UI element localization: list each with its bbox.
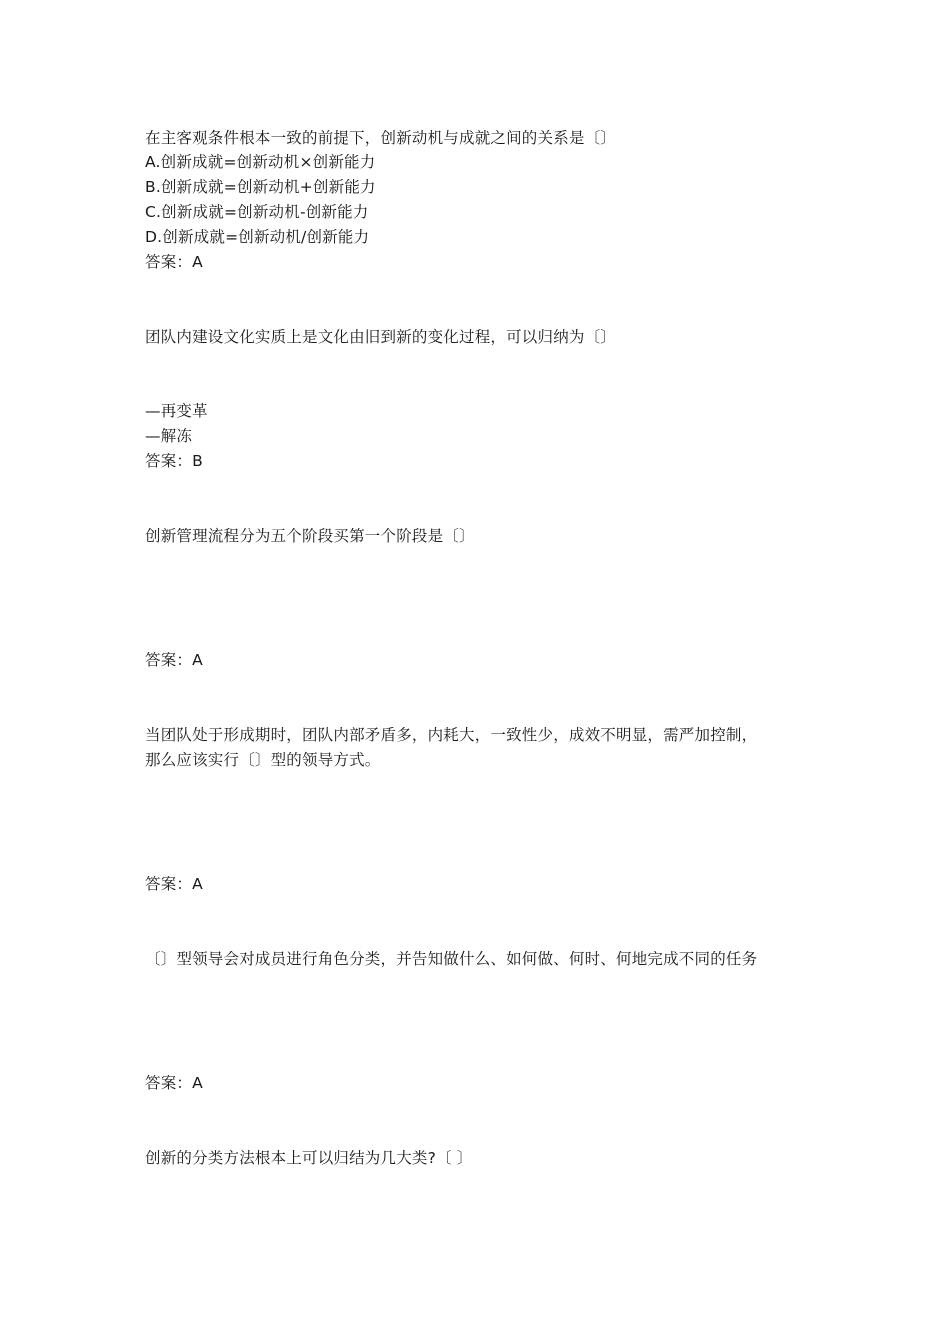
question-3-text: 创新管理流程分为五个阶段买第一个阶段是〔〕 [145, 527, 475, 545]
question-6-text: 创新的分类方法根本上可以归结为几大类?〔 〕 [145, 1149, 473, 1167]
question-5-text: 〔〕型领导会对成员进行角色分类，并告知做什么、如何做、何时、何地完成不同的任务 [145, 950, 758, 968]
question-5-answer: 答案：A [145, 1074, 203, 1092]
question-2-option-2: —解冻 [145, 427, 193, 445]
question-2-answer: 答案：B [145, 452, 203, 470]
question-3-answer: 答案：A [145, 651, 203, 669]
question-2-option-1: —再变革 [145, 402, 208, 420]
question-1-answer: 答案：A [145, 253, 203, 271]
question-4-text-line-2: 那么应该实行〔〕型的领导方式。 [145, 751, 381, 769]
question-4-answer: 答案：A [145, 875, 203, 893]
question-1-option-a: A.创新成就=创新动机×创新能力 [145, 153, 376, 171]
question-2-text: 团队内建设文化实质上是文化由旧到新的变化过程，可以归纳为〔〕 [145, 328, 617, 346]
question-1-option-b: B.创新成就=创新动机+创新能力 [145, 178, 376, 196]
question-1-text: 在主客观条件根本一致的前提下，创新动机与成就之间的关系是〔〕 [145, 129, 617, 147]
question-1-option-d: D.创新成就=创新动机/创新能力 [145, 228, 370, 246]
question-4-text-line-1: 当团队处于形成期时，团队内部矛盾多，内耗大，一致性少，成效不明显，需严加控制， [145, 726, 758, 744]
question-1-option-c: C.创新成就=创新动机-创新能力 [145, 203, 369, 221]
